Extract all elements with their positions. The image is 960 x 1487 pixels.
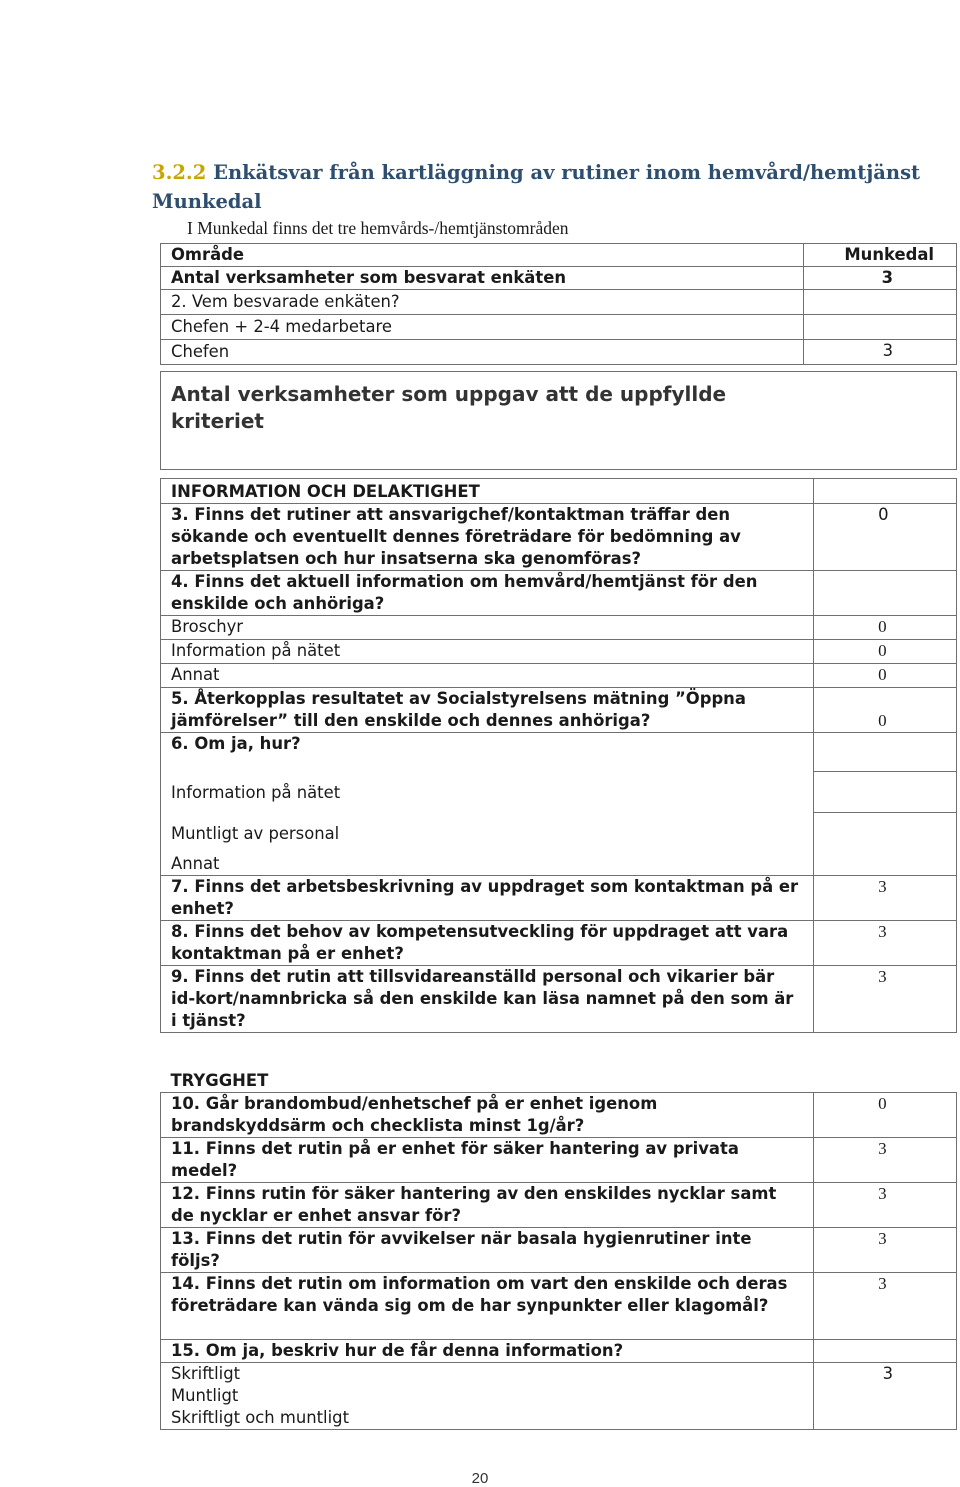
question-7: 7. Finns det arbetsbeskrivning av uppdraget som kontaktman på er enhet?: [161, 876, 814, 921]
question-3-value: 0: [814, 504, 957, 571]
info-option: Broschyr: [161, 616, 814, 640]
safety-table: [160, 1070, 957, 1430]
count-value: 3: [804, 267, 957, 290]
section-title: Enkätsvar från kartläggning av rutiner inom hemvård/hemtjänst Munkedal: [152, 161, 921, 213]
channel-option: Skriftligt: [171, 1364, 241, 1383]
section-number: 3.2.2: [152, 161, 207, 184]
channel-option: Muntligt: [171, 1386, 239, 1405]
question-5-value: 0: [814, 688, 957, 733]
method-option: Annat: [171, 854, 220, 873]
question-11: 11. Finns det rutin på er enhet för säker hantering av privata medel?: [161, 1138, 814, 1183]
respondent-option-value: 3: [804, 340, 957, 365]
area-label: Område: [161, 244, 804, 267]
respondent-option: Chefen: [161, 340, 804, 365]
area-value: Munkedal: [804, 244, 957, 267]
info-option: Annat: [161, 664, 814, 688]
question-9: 9. Finns det rutin att tillsvidareanställd personal och vikarier bär id-kort/namnbricka så den enskilde kan läsa namnet på den som är i tjänst?: [161, 966, 814, 1033]
criteria-title: Antal verksamheter som uppgav att de uppfyllde kriteriet: [171, 382, 727, 433]
count-label: Antal verksamheter som besvarat enkäten: [161, 267, 804, 290]
question-8: 8. Finns det behov av kompetensutveckling för uppdraget att vara kontaktman på er enhet?: [161, 921, 814, 966]
question-12-value: 3: [814, 1183, 957, 1228]
question-14-value: 3: [814, 1273, 957, 1340]
section-heading: [152, 158, 932, 216]
question-9-value: 3: [814, 966, 957, 1033]
summary-table: [160, 243, 957, 365]
information-table: [160, 478, 957, 1033]
question-4: 4. Finns det aktuell information om hemvård/hemtjänst för den enskilde och anhöriga?: [161, 571, 814, 616]
question-7-value: 3: [814, 876, 957, 921]
info-option-value: 0: [814, 664, 957, 688]
question-15: 15. Om ja, beskriv hur de får denna information?: [161, 1340, 814, 1363]
page-number: 20: [471, 1470, 489, 1487]
question-10: 10. Går brandombud/enhetschef på er enhet igenom brandskyddsärm och checklista minst 1g/år?: [161, 1093, 814, 1138]
respondent-option: Chefen + 2-4 medarbetare: [161, 315, 804, 340]
method-option: Information på nätet: [171, 783, 341, 802]
criteria-title-box: [160, 371, 957, 470]
question-10-value: 0: [814, 1093, 957, 1138]
question-14: 14. Finns det rutin om information om vart den enskilde och deras företrädare kan vända sig om de har synpunkter eller klagomål?: [161, 1273, 814, 1340]
channel-option: Skriftligt och muntligt: [171, 1408, 349, 1427]
question-2: 2. Vem besvarade enkäten?: [161, 290, 804, 315]
question-5: 5. Återkopplas resultatet av Socialstyrelsens mätning ”Öppna jämförelser” till den enskilde och dennes anhöriga?: [161, 688, 814, 733]
question-6: 6. Om ja, hur?: [171, 734, 301, 753]
question-13: 13. Finns det rutin för avvikelser när basala hygienrutiner inte följs?: [161, 1228, 814, 1273]
info-option: Information på nätet: [161, 640, 814, 664]
info-option-value: 0: [814, 640, 957, 664]
question-8-value: 3: [814, 921, 957, 966]
respondent-option-value: [804, 315, 957, 340]
section-header: TRYGGHET: [161, 1070, 814, 1093]
question-3: 3. Finns det rutiner att ansvarigchef/kontaktman träffar den sökande och eventuellt dennes företrädare för bedömning av arbetsplatsen och hur insatserna ska genomföras?: [161, 504, 814, 571]
method-option: Muntligt av personal: [171, 824, 340, 843]
question-11-value: 3: [814, 1138, 957, 1183]
section-header: INFORMATION OCH DELAKTIGHET: [161, 479, 814, 504]
question-13-value: 3: [814, 1228, 957, 1273]
intro-text: I Munkedal finns det tre hemvårds-/hemtjänstområden: [187, 218, 569, 238]
info-option-value: 0: [814, 616, 957, 640]
channel-option-value: 3: [882, 1364, 893, 1383]
question-12: 12. Finns rutin för säker hantering av den enskildes nycklar samt de nycklar er enhet ansvar för?: [161, 1183, 814, 1228]
